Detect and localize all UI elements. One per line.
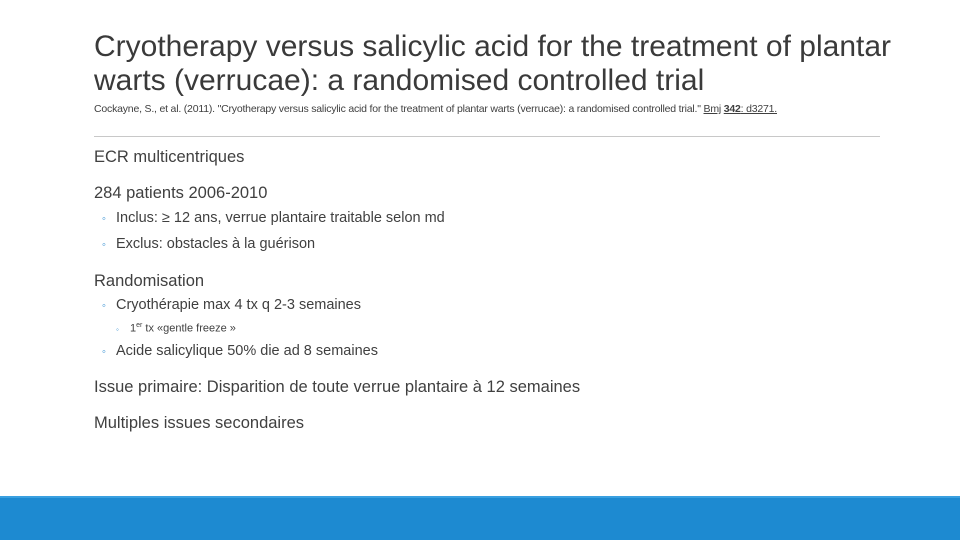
- bullet-circle-icon: ◦: [102, 213, 106, 225]
- bullet-circle-icon: ◦: [102, 239, 106, 251]
- bullet-circle-icon: ◦: [102, 346, 106, 358]
- sub-bullet-cryotherapie-text: Cryothérapie max 4 tx q 2-3 semaines: [116, 297, 361, 313]
- bullet-ecr: ECR multicentriques: [94, 148, 245, 166]
- bullet-circle-icon: ◦: [102, 300, 106, 312]
- bullet-randomisation: Randomisation: [94, 272, 205, 290]
- bullet-issues-secondaires: Multiples issues secondaires: [94, 414, 305, 432]
- sub-sub-bullet-gentle-freeze: ◦ 1er tx «gentle freeze »: [116, 322, 236, 335]
- slide-title: Cryotherapy versus salicylic acid for the treatment of plantar warts (verrucae): a randomised controlled trial: [94, 30, 892, 97]
- citation-journal[interactable]: Bmj: [703, 103, 721, 115]
- citation-volume[interactable]: 342: [723, 103, 741, 115]
- citation-text: Cockayne, S., et al. (2011). "Cryotherapy versus salicylic acid for the treatment of plantar warts (verrucae): a randomised controlled trial.": [94, 103, 704, 115]
- sub-bullet-inclus: [102, 210, 445, 226]
- bullet-patients: 284 patients 2006-2010: [94, 184, 268, 202]
- citation: [94, 103, 864, 116]
- bullet-issue-primaire: Issue primaire: Disparition de toute verrue plantaire à 12 semaines: [94, 378, 581, 396]
- footer-band: [0, 498, 960, 540]
- sub-bullet-acide: [102, 343, 378, 359]
- sub-bullet-exclus-text: Exclus: obstacles à la guérison: [116, 236, 316, 252]
- sub-bullet-exclus: [102, 236, 315, 252]
- sub-bullet-cryotherapie: [102, 297, 361, 313]
- sub-bullet-inclus-text: Inclus: ≥ 12 ans, verrue plantaire traitable selon md: [116, 210, 445, 226]
- bullet-circle-icon: ◦: [116, 324, 119, 334]
- title-divider: [94, 136, 880, 137]
- sub-bullet-acide-text: Acide salicylique 50% die ad 8 semaines: [116, 343, 378, 359]
- citation-pages[interactable]: : d3271.: [740, 103, 777, 115]
